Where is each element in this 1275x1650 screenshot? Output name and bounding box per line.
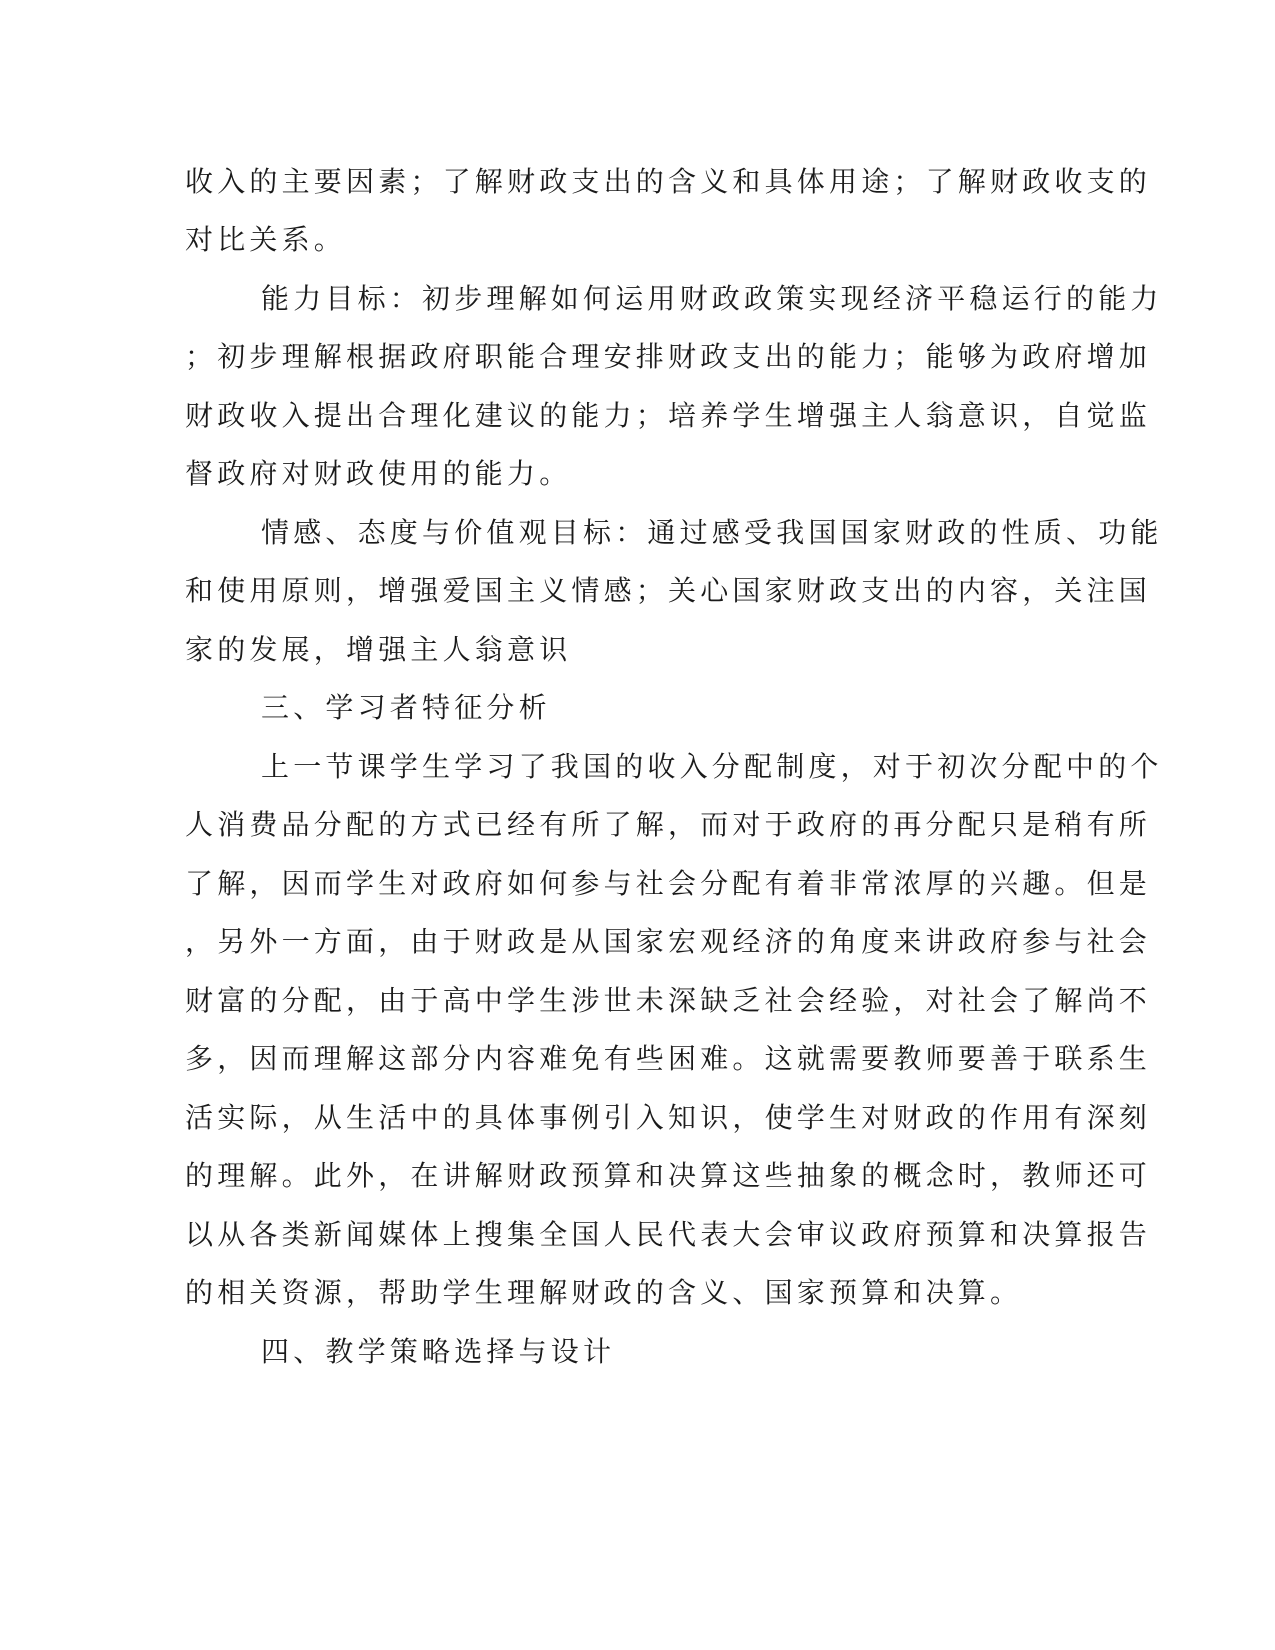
text-line: 以从各类新闻媒体上搜集全国人民代表大会审议政府预算和决算报告 — [185, 1218, 1152, 1251]
section-heading-teaching-strategy: 四、教学策略选择与设计 — [261, 1335, 616, 1368]
text-line: 了解，因而学生对政府如何参与社会分配有着非常浓厚的兴趣。但是 — [185, 867, 1152, 900]
paragraph-start-learner-analysis: 上一节课学生学习了我国的收入分配制度，对于初次分配中的个 — [261, 750, 1163, 783]
text-line: 的相关资源，帮助学生理解财政的含义、国家预算和决算。 — [185, 1276, 1023, 1309]
text-line: 财政收入提出合理化建议的能力；培养学生增强主人翁意识，自觉监 — [185, 399, 1152, 432]
paragraph-start-emotion-goals: 情感、态度与价值观目标：通过感受我国国家财政的性质、功能 — [261, 516, 1163, 549]
text-line: 家的发展，增强主人翁意识 — [185, 633, 572, 666]
section-heading-learner-analysis: 三、学习者特征分析 — [261, 691, 551, 724]
text-line: 人消费品分配的方式已经有所了解，而对于政府的再分配只是稍有所 — [185, 808, 1152, 841]
text-line: 督政府对财政使用的能力。 — [185, 457, 572, 490]
text-line: 对比关系。 — [185, 223, 347, 256]
text-line: 的理解。此外，在讲解财政预算和决算这些抽象的概念时，教师还可 — [185, 1159, 1152, 1192]
text-line: 和使用原则，增强爱国主义情感；关心国家财政支出的内容，关注国 — [185, 574, 1152, 607]
text-line: ，另外一方面，由于财政是从国家宏观经济的角度来讲政府参与社会 — [185, 925, 1152, 958]
text-line: 活实际，从生活中的具体事例引入知识，使学生对财政的作用有深刻 — [185, 1101, 1152, 1134]
paragraph-start-ability-goals: 能力目标：初步理解如何运用财政政策实现经济平稳运行的能力 — [261, 282, 1163, 315]
text-line: 收入的主要因素；了解财政支出的含义和具体用途；了解财政收支的 — [185, 165, 1152, 198]
text-line: 多，因而理解这部分内容难免有些困难。这就需要教师要善于联系生 — [185, 1042, 1152, 1075]
text-line: 财富的分配，由于高中学生涉世未深缺乏社会经验，对社会了解尚不 — [185, 984, 1152, 1017]
text-line: ；初步理解根据政府职能合理安排财政支出的能力；能够为政府增加 — [185, 340, 1152, 373]
